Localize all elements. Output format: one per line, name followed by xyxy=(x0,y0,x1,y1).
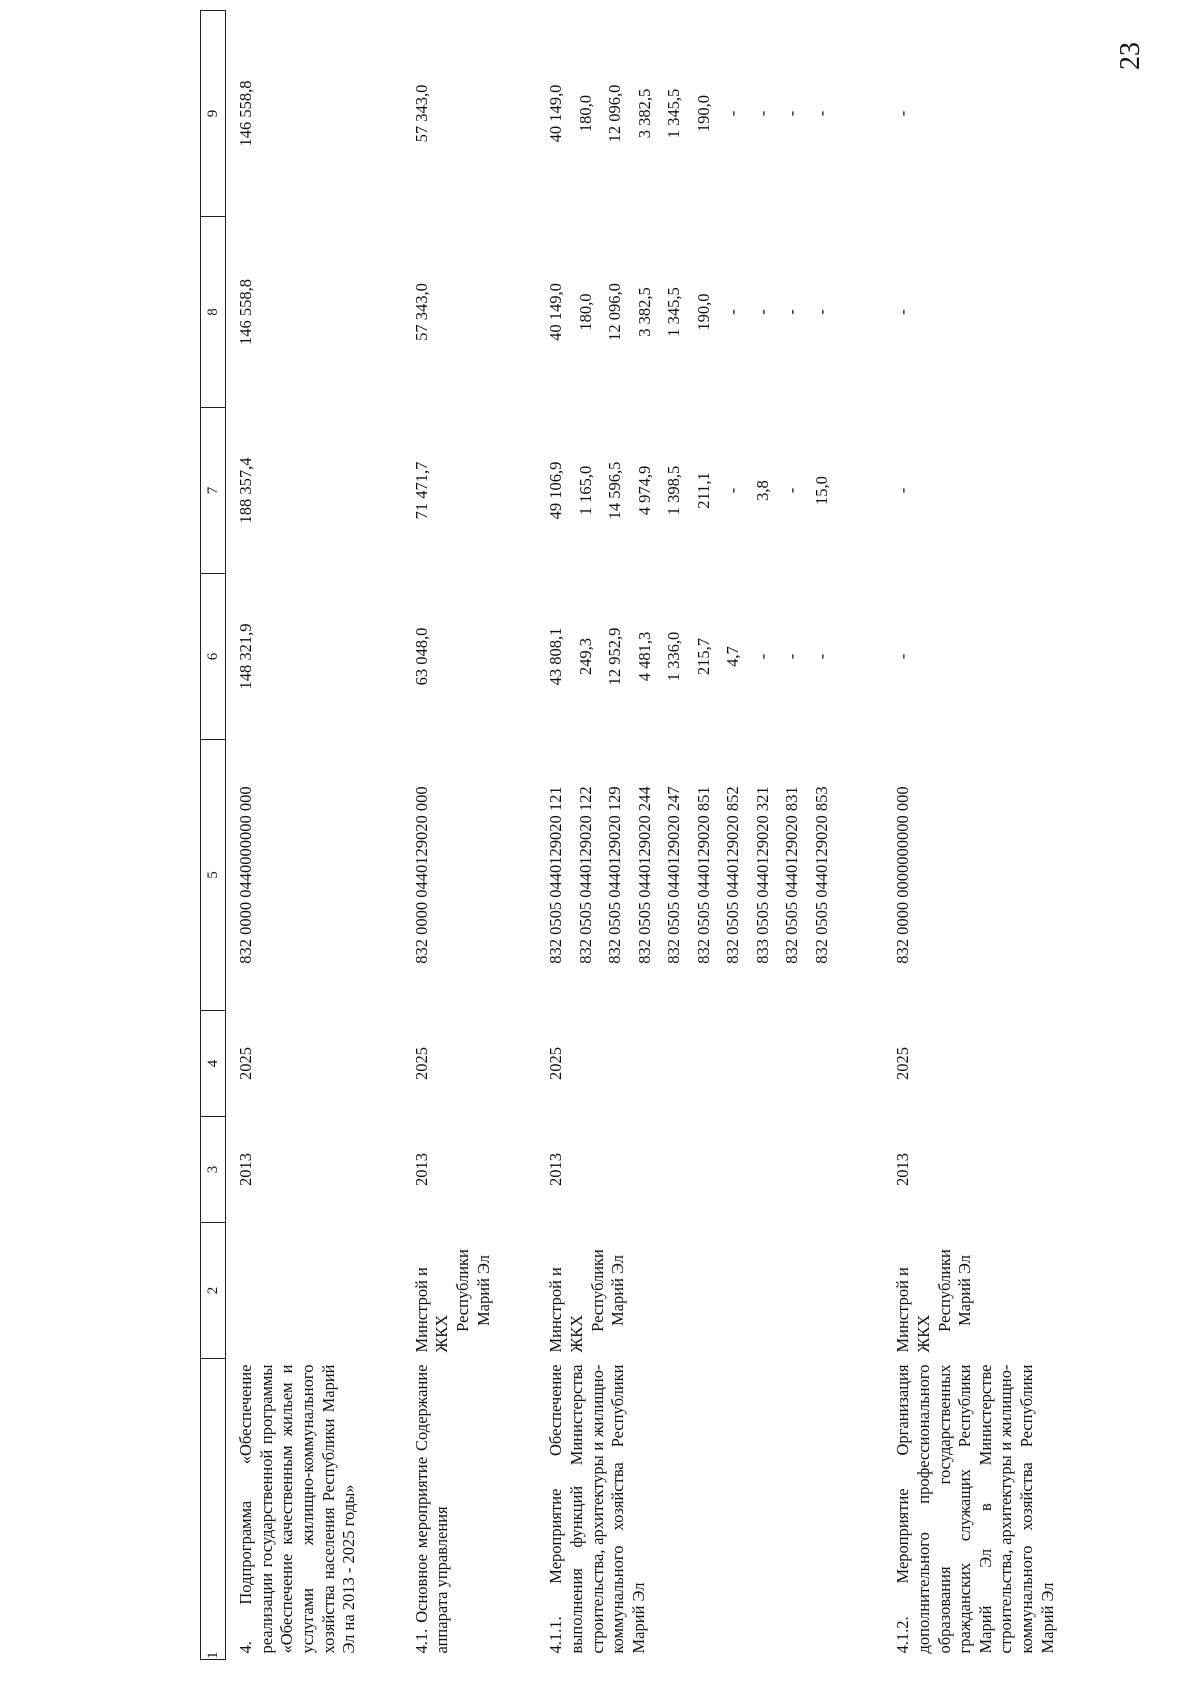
table-row xyxy=(536,11,845,1660)
cell-line: 40 149,0 xyxy=(546,283,566,341)
cell-c8 xyxy=(536,217,845,408)
cell-line: Республики xyxy=(934,1249,954,1332)
cell-c6 xyxy=(883,574,1062,740)
cell-line: - xyxy=(752,653,772,660)
cell-end: 2025 xyxy=(411,1047,431,1080)
cell-line: 1 398,5 xyxy=(664,465,684,516)
cell-line: 832 0505 0440129020 853 xyxy=(811,786,831,964)
col-header-6: 6 xyxy=(201,574,226,740)
cell-line: - xyxy=(782,110,802,117)
cell-line: 12 096,0 xyxy=(605,84,625,143)
cell-c7 xyxy=(883,408,1062,574)
cell-line: 188 357,4 xyxy=(236,457,255,524)
cell-line: Марий Эл xyxy=(955,1255,975,1326)
cell-line: - xyxy=(782,653,802,660)
col-header-5: 5 xyxy=(201,740,226,1011)
cell-end: 2025 xyxy=(893,1047,913,1080)
cell-c8 xyxy=(883,217,1062,408)
row-spacer xyxy=(364,11,402,1660)
cell-line: - xyxy=(893,487,913,494)
cell-line: 4 481,3 xyxy=(634,631,654,682)
cell-line: 3,8 xyxy=(752,480,772,501)
cell-codes xyxy=(883,740,1062,1011)
col-header-1: 1 xyxy=(201,1359,226,1660)
cell-c8 xyxy=(402,217,499,408)
table-row xyxy=(226,11,364,1660)
cell-start: 2013 xyxy=(893,1153,913,1186)
cell-start: 2013 xyxy=(546,1153,566,1186)
cell-c7 xyxy=(402,408,499,574)
cell-line: 63 048,0 xyxy=(411,627,431,686)
cell-responsible xyxy=(226,1223,364,1359)
rotated-table-sheet xyxy=(200,20,1057,1660)
spacer-cell xyxy=(364,11,402,1660)
cell-line: 148 321,9 xyxy=(236,623,255,690)
col-header-7: 7 xyxy=(201,408,226,574)
row-spacer xyxy=(845,11,883,1660)
cell-line: 40 149,0 xyxy=(546,84,566,143)
cell-c7 xyxy=(536,408,845,574)
cell-line: 12 096,0 xyxy=(605,283,625,341)
cell-start: 2013 xyxy=(236,1153,255,1186)
cell-line: 832 0000 0000000000 000 xyxy=(893,786,913,964)
cell-line: 832 0000 0440129020 000 xyxy=(411,786,431,964)
col-header-9: 9 xyxy=(201,11,226,217)
table-row xyxy=(402,11,499,1660)
column-header-row xyxy=(201,11,226,1660)
cell-line: 1 336,0 xyxy=(664,631,684,682)
cell-line: - xyxy=(752,309,772,315)
cell-line: 3 382,5 xyxy=(634,88,654,139)
cell-line: 249,3 xyxy=(575,637,595,676)
cell-line: 49 106,9 xyxy=(546,461,566,520)
cell-responsible xyxy=(402,1223,499,1359)
cell-c6 xyxy=(402,574,499,740)
cell-name: 4.1. Основное мероприятие Содержание аппарата управления xyxy=(411,1364,452,1654)
cell-responsible xyxy=(883,1223,1062,1359)
cell-c6 xyxy=(536,574,845,740)
cell-line: - xyxy=(723,309,743,315)
cell-line: 3 382,5 xyxy=(634,287,654,337)
cell-line: Минстрой и ЖКХ xyxy=(546,1267,586,1353)
cell-line: Республики xyxy=(587,1249,607,1332)
cell-line: - xyxy=(752,110,772,117)
cell-line: 14 596,5 xyxy=(605,461,625,520)
cell-line: 1 345,5 xyxy=(664,287,684,337)
table-body xyxy=(226,11,1101,1660)
cell-name: 4.1.1. Мероприятие Обеспечение выполнения функций Министерства строительства, архитектуры и жилищно-коммунального хозяйства Республики Марий Эл xyxy=(546,1364,648,1654)
cell-c8 xyxy=(226,217,364,408)
cell-line: - xyxy=(782,309,802,315)
cell-c9 xyxy=(536,11,845,217)
spacer-cell xyxy=(1062,11,1100,1660)
cell-c9 xyxy=(883,11,1062,217)
col-header-4: 4 xyxy=(201,1011,226,1117)
cell-line: 146 558,8 xyxy=(236,80,255,147)
cell-line: 832 0505 0440129020 129 xyxy=(605,786,625,964)
cell-line: 4 974,9 xyxy=(634,465,654,516)
cell-codes xyxy=(536,740,845,1011)
cell-line: 832 0505 0440129020 244 xyxy=(634,786,654,964)
col-header-8: 8 xyxy=(201,217,226,408)
cell-line: 12 952,9 xyxy=(605,627,625,686)
cell-line: 190,0 xyxy=(693,293,713,331)
cell-line: 190,0 xyxy=(693,94,713,133)
cell-line: - xyxy=(893,653,913,660)
cell-line: 211,1 xyxy=(693,472,713,509)
cell-line: 832 0505 0440129020 247 xyxy=(664,786,684,964)
cell-line: 832 0505 0440129020 121 xyxy=(546,786,566,964)
cell-line: - xyxy=(782,487,802,494)
cell-line: Марий Эл xyxy=(473,1255,493,1326)
cell-line: - xyxy=(811,110,831,117)
cell-line: - xyxy=(723,487,743,494)
cell-line: 57 343,0 xyxy=(411,84,431,143)
cell-line: 832 0505 0440129020 831 xyxy=(782,786,802,964)
spacer-cell xyxy=(845,11,883,1660)
row-spacer xyxy=(1062,11,1100,1660)
cell-start: 2013 xyxy=(411,1153,431,1186)
cell-line: 832 0000 0440000000 000 xyxy=(236,786,255,964)
spacer-cell xyxy=(498,11,536,1660)
row-spacer xyxy=(498,11,536,1660)
cell-line: - xyxy=(893,309,913,315)
cell-c9 xyxy=(402,11,499,217)
cell-line: 4,7 xyxy=(723,646,743,667)
cell-line: 832 0505 0440129020 851 xyxy=(693,786,713,964)
page-number: 23 xyxy=(1115,42,1146,70)
cell-line: 833 0505 0440129020 321 xyxy=(752,786,772,964)
cell-line: 180,0 xyxy=(575,293,595,331)
cell-line: 146 558,8 xyxy=(236,279,255,345)
table-row xyxy=(883,11,1062,1660)
cell-codes xyxy=(402,740,499,1011)
cell-line: 832 0505 0440129020 122 xyxy=(575,786,595,964)
cell-line: 57 343,0 xyxy=(411,283,431,341)
col-header-3: 3 xyxy=(201,1117,226,1223)
cell-line: Республики xyxy=(453,1249,472,1332)
cell-line: 832 0505 0440129020 852 xyxy=(723,786,743,964)
cell-line: 1 345,5 xyxy=(664,88,684,139)
cell-line: 215,7 xyxy=(693,637,713,676)
cell-line: - xyxy=(893,110,913,117)
cell-line: 1 165,0 xyxy=(575,465,595,516)
cell-line: 71 471,7 xyxy=(411,461,431,520)
cell-c7 xyxy=(226,408,364,574)
cell-end: 2025 xyxy=(546,1047,566,1080)
budget-table xyxy=(200,10,1100,1660)
cell-name: 4.1.2. Мероприятие Организация дополнительного профессионального образования государственных гражданских служащих Республики Марий Эл в Министерстве строительства, архитектуры и жилищно-коммунального хозяйства Республики Марий Эл xyxy=(893,1364,1057,1654)
cell-line: 180,0 xyxy=(575,94,595,133)
cell-line: Минстрой и ЖКХ xyxy=(893,1267,933,1353)
cell-responsible xyxy=(536,1223,845,1359)
cell-c6 xyxy=(226,574,364,740)
cell-line: Марий Эл xyxy=(608,1255,628,1326)
cell-line: Минстрой и ЖКХ xyxy=(411,1267,452,1353)
col-header-2: 2 xyxy=(201,1223,226,1359)
cell-end: 2025 xyxy=(236,1047,255,1080)
cell-codes xyxy=(226,740,364,1011)
cell-line: - xyxy=(811,653,831,660)
cell-line: 43 808,1 xyxy=(546,627,566,686)
cell-name: 4. Подпрограмма «Обеспечение реализации государственной программы «Обеспечение качественным жильем и услугами жилищно-коммунального хозяйства населения Республики Марий Эл на 2013 - 2025 годы» xyxy=(236,1364,359,1654)
cell-line: - xyxy=(723,110,743,117)
cell-line: - xyxy=(811,309,831,315)
cell-c9 xyxy=(226,11,364,217)
cell-line: 15,0 xyxy=(811,476,831,505)
